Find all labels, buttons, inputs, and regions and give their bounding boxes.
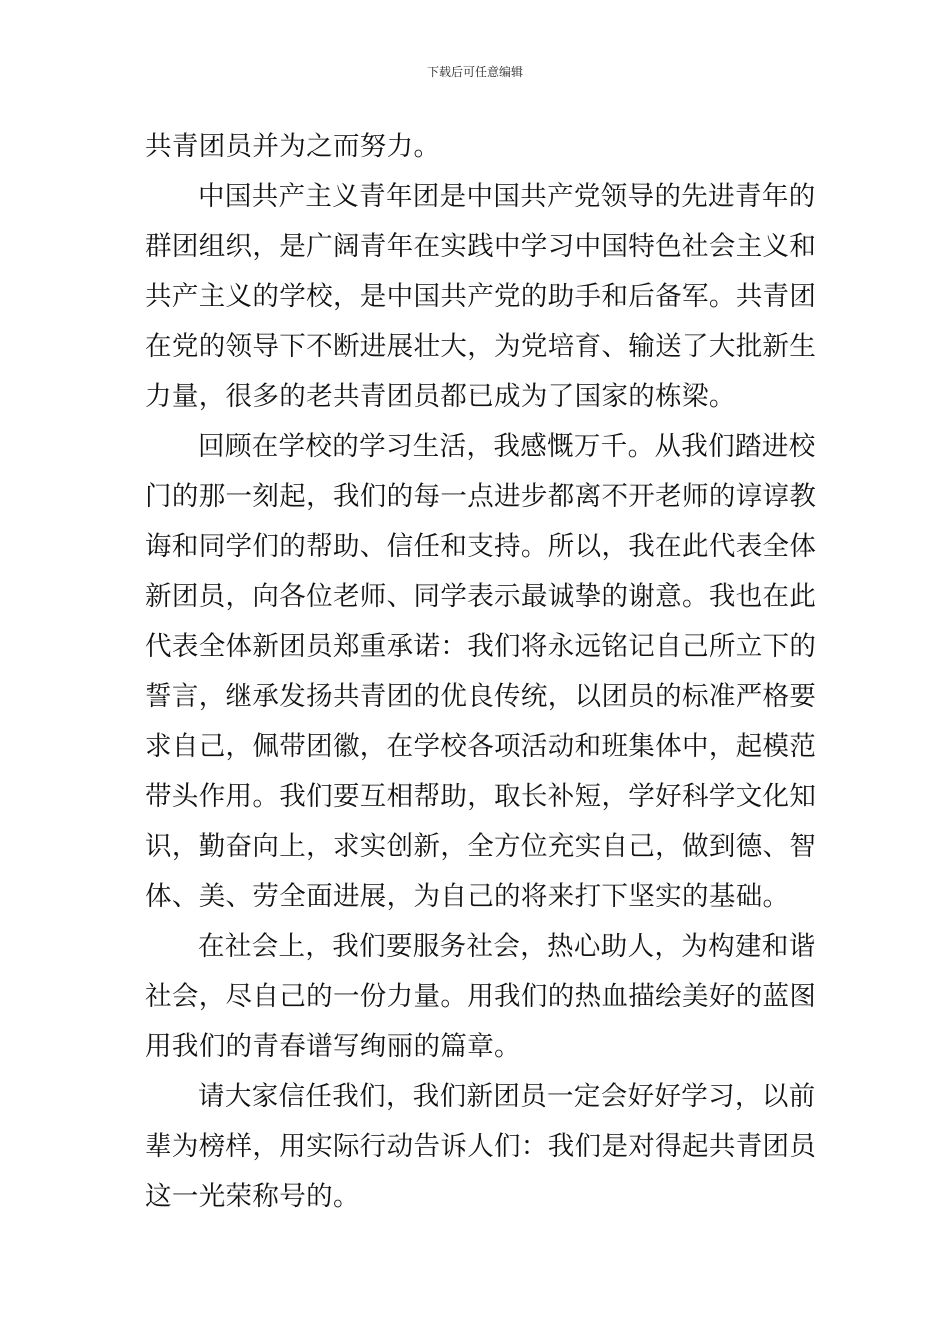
text-line: 诲和同学们的帮助、信任和支持。所以，我在此代表全体	[145, 531, 817, 562]
text-line: 代表全体新团员郑重承诺：我们将永远铭记自己所立下的	[145, 631, 817, 662]
text-line: 门的那一刻起，我们的每一点进步都离不开老师的谆谆教	[145, 481, 817, 512]
paragraph-first-line: 在社会上，我们要服务社会，热心助人，为构建和谐	[198, 931, 816, 962]
text-line: 用我们的青春谱写绚丽的篇章。	[145, 1031, 521, 1062]
text-line: 共产主义的学校，是中国共产党的助手和后备军。共青团	[145, 281, 817, 312]
text-line: 新团员，向各位老师、同学表示最诚挚的谢意。我也在此	[145, 581, 817, 612]
text-line: 在党的领导下不断进展壮大，为党培育、输送了大批新生	[145, 331, 817, 362]
text-line: 力量，很多的老共青团员都已成为了国家的栋梁。	[145, 381, 736, 412]
text-line: 群团组织，是广阔青年在实践中学习中国特色社会主义和	[145, 231, 817, 262]
text-line: 这一光荣称号的。	[145, 1181, 360, 1212]
paragraph-first-line: 中国共产主义青年团是中国共产党领导的先进青年的	[198, 181, 816, 212]
text-line: 辈为榜样，用实际行动告诉人们：我们是对得起共青团员	[145, 1131, 817, 1162]
text-line: 誓言，继承发扬共青团的优良传统，以团员的标准严格要	[145, 681, 817, 712]
paragraph-first-line: 回顾在学校的学习生活，我感慨万千。从我们踏进校	[198, 431, 816, 462]
text-line: 共青团员并为之而努力。	[145, 131, 441, 162]
text-line: 求自己，佩带团徽，在学校各项活动和班集体中，起模范	[145, 731, 817, 762]
text-line: 识，勤奋向上，求实创新，全方位充实自己，做到德、智	[145, 831, 817, 862]
paragraph-first-line: 请大家信任我们，我们新团员一定会好好学习，以前	[198, 1081, 816, 1112]
text-line: 体、美、劳全面进展，为自己的将来打下坚实的基础。	[145, 881, 790, 912]
page-header-note: 下载后可任意编辑	[426, 65, 523, 79]
text-line: 带头作用。我们要互相帮助，取长补短，学好科学文化知	[145, 781, 817, 812]
text-line: 社会，尽自己的一份力量。用我们的热血描绘美好的蓝图	[145, 981, 817, 1012]
document-body	[145, 122, 815, 1222]
